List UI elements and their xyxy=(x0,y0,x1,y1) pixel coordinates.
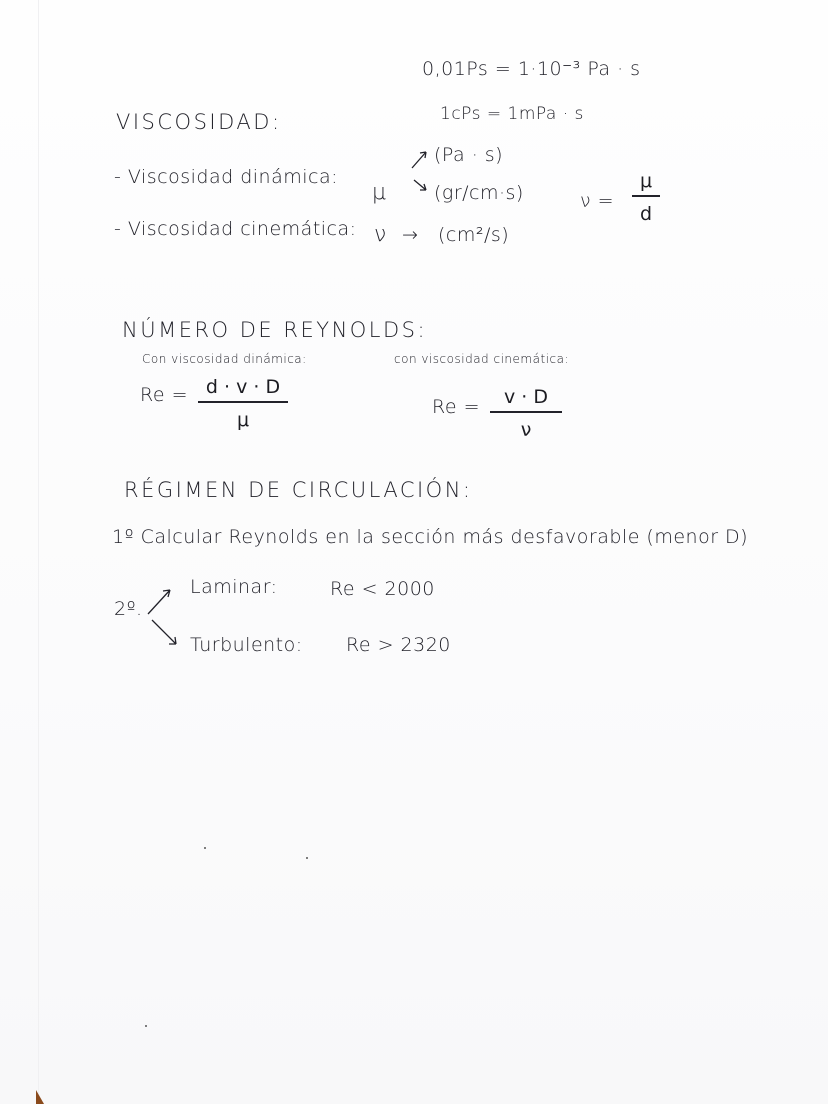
regimen-step-2-label: 2º. xyxy=(114,598,143,620)
nu-symbol: ν xyxy=(374,222,387,247)
section-title-reynolds: NÚMERO DE REYNOLDS: xyxy=(122,318,428,342)
paper-speck xyxy=(145,1025,147,1027)
paper-speck xyxy=(204,847,206,849)
paper-speck xyxy=(306,857,308,859)
reynolds-cinematica-lhs: Re = xyxy=(432,396,480,418)
regimen-branch-arrows-icon xyxy=(144,580,184,650)
reynolds-cinematica-denominator: ν xyxy=(520,418,532,441)
laminar-label: Laminar: xyxy=(190,576,278,598)
relation-denominator: d xyxy=(639,202,653,225)
page-corner-mark xyxy=(36,1090,44,1104)
conversion-poise: 0,01Ps = 1·10⁻³ Pa · s xyxy=(422,58,641,80)
section-title-regimen: RÉGIMEN DE CIRCULACIÓN: xyxy=(124,478,473,502)
arrow-right-icon: → xyxy=(402,224,419,246)
unit-gr-cm-s: (gr/cm·s) xyxy=(434,182,524,204)
viscosidad-cinematica-label: - Viscosidad cinemática: xyxy=(114,218,357,240)
reynolds-cinematica-numerator: v · D xyxy=(504,386,548,408)
reynolds-dinamica-denominator: μ xyxy=(236,408,250,431)
reynolds-cinematica-fraction xyxy=(490,386,562,441)
page-edge xyxy=(38,0,39,1104)
reynolds-dinamica-numerator: d · v · D xyxy=(205,376,281,398)
laminar-condition: Re < 2000 xyxy=(330,578,435,600)
turbulento-label: Turbulento: xyxy=(190,634,303,656)
mu-symbol: μ xyxy=(372,180,387,205)
reynolds-dinamica-fraction xyxy=(198,376,288,431)
relation-fraction xyxy=(632,170,660,225)
section-title-viscosidad: VISCOSIDAD: xyxy=(116,110,282,134)
branch-arrows-icon xyxy=(408,146,432,196)
viscosidad-dinamica-label: - Viscosidad dinámica: xyxy=(114,166,339,188)
reynolds-dinamica-caption: Con viscosidad dinámica: xyxy=(142,352,307,366)
turbulento-condition: Re > 2320 xyxy=(346,634,451,656)
reynolds-cinematica-caption: con viscosidad cinemática: xyxy=(394,352,569,366)
unit-pa-s: (Pa · s) xyxy=(434,144,504,166)
unit-cm2-s: (cm²/s) xyxy=(438,224,510,246)
relation-lhs: ν = xyxy=(580,190,615,212)
relation-numerator: μ xyxy=(639,170,653,192)
conversion-centipoise: 1cPs = 1mPa · s xyxy=(440,104,584,124)
regimen-step-1: 1º Calcular Reynolds en la sección más desfavorable (menor D) xyxy=(112,526,749,548)
reynolds-dinamica-lhs: Re = xyxy=(140,384,188,406)
